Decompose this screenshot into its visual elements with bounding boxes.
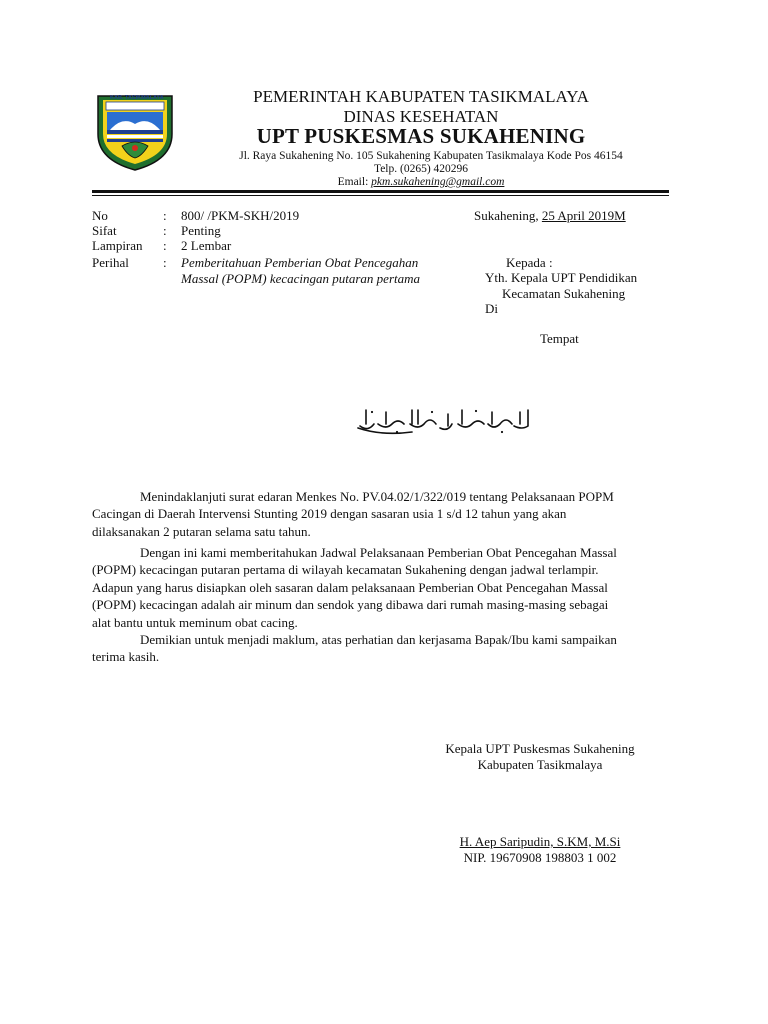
signature-nip: NIP. 19670908 198803 1 002 (463, 850, 617, 865)
recipient-di: Di (485, 301, 498, 316)
body-text-line: Demikian untuk menjadi maklum, atas perhatian dan kerjasama Bapak/Ibu kami sampaikan (140, 632, 617, 647)
header-divider-thin (92, 195, 669, 196)
body-text-line: terima kasih. (92, 649, 160, 665)
meta-label-lampiran: Lampiran (92, 238, 143, 253)
body-text-line: Cacingan di Daerah Intervensi Stunting 2019 dengan sasaran usia 1 s/d 12 tahun yang akan (92, 506, 567, 522)
recipient-yth: Yth. Kepala UPT Pendidikan (485, 270, 638, 285)
meta-value-no: 800/ /PKM-SKH/2019 (181, 208, 300, 223)
body-text-line: alat bantu untuk meminum obat cacing. (92, 614, 298, 630)
body-text-line: Adapun yang harus disiapkan oleh sasaran dalam pelaksanaan Pemberian Obat Pencegahan Massal (92, 579, 608, 595)
body-paragraph-3 (92, 631, 672, 666)
header-email-label: Email: (337, 176, 372, 188)
signature-name: H. Aep Saripudin, S.KM, M.Si (459, 834, 621, 849)
header-email-link[interactable]: pkm.sukahening@gmail.com (371, 176, 505, 188)
meta-label-sifat: Sifat (92, 223, 117, 238)
body-text-line: Dengan ini kami memberitahukan Jadwal Pelaksanaan Pemberian Obat Pencegahan Massal (140, 545, 617, 560)
meta-colon: : (163, 223, 167, 238)
header-divider-thick (92, 190, 669, 193)
meta-colon: : (163, 238, 167, 253)
body-text-line: Menindaklanjuti surat edaran Menkes No. PV.04.02/1/322/019 tentang Pelaksanaan POPM (140, 489, 614, 504)
header-email-line (0, 176, 768, 188)
body-text-line: (POPM) kecacingan adalah air minum dan sendok yang dibawa dari rumah masing-masing sebagai (92, 597, 609, 613)
logo-banner-text: KAB. TASIKMALAYA (110, 95, 164, 101)
header-agency-line: DINAS KESEHATAN (343, 107, 499, 126)
body-paragraph-2 (92, 544, 672, 631)
meta-value-perihal-line2: Massal (POPM) kecacingan putaran pertama (181, 271, 421, 286)
body-text-line: (POPM) kecacingan putaran pertama di wilayah kecamatan Sukahening dengan jadwal terlampir. (92, 562, 599, 578)
meta-value-sifat: Penting (181, 223, 221, 238)
recipient-kecamatan: Kecamatan Sukahening (502, 286, 626, 301)
signature-title-1: Kepala UPT Puskesmas Sukahening (445, 741, 635, 756)
meta-label-no: No (92, 208, 108, 223)
body-text-line: dilaksanakan 2 putaran selama satu tahun. (92, 523, 311, 539)
recipient-kepada: Kepada : (506, 255, 553, 270)
letter-place-date (474, 208, 626, 224)
body-paragraph-1 (92, 488, 672, 540)
meta-colon: : (163, 255, 167, 270)
meta-value-perihal-line1: Pemberitahuan Pemberian Obat Pencegahan (181, 255, 419, 270)
meta-value-lampiran: 2 Lembar (181, 238, 232, 253)
header-government-line: PEMERINTAH KABUPATEN TASIKMALAYA (253, 87, 589, 106)
arabic-salutation-calligraphy (352, 402, 534, 438)
recipient-tempat: Tempat (540, 331, 579, 346)
meta-colon: : (163, 208, 167, 223)
letter-date: 25 April 2019M (541, 208, 626, 223)
meta-label-perihal: Perihal (92, 255, 129, 270)
signature-title-2: Kabupaten Tasikmalaya (477, 757, 603, 772)
header-phone: Telp. (0265) 420296 (373, 163, 469, 175)
letter-place: Sukahening, (474, 208, 542, 223)
header-address: Jl. Raya Sukahening No. 105 Sukahening Kabupaten Tasikmalaya Kode Pos 46154 (239, 150, 623, 162)
header-institution-title: UPT PUSKESMAS SUKAHENING (256, 124, 586, 148)
